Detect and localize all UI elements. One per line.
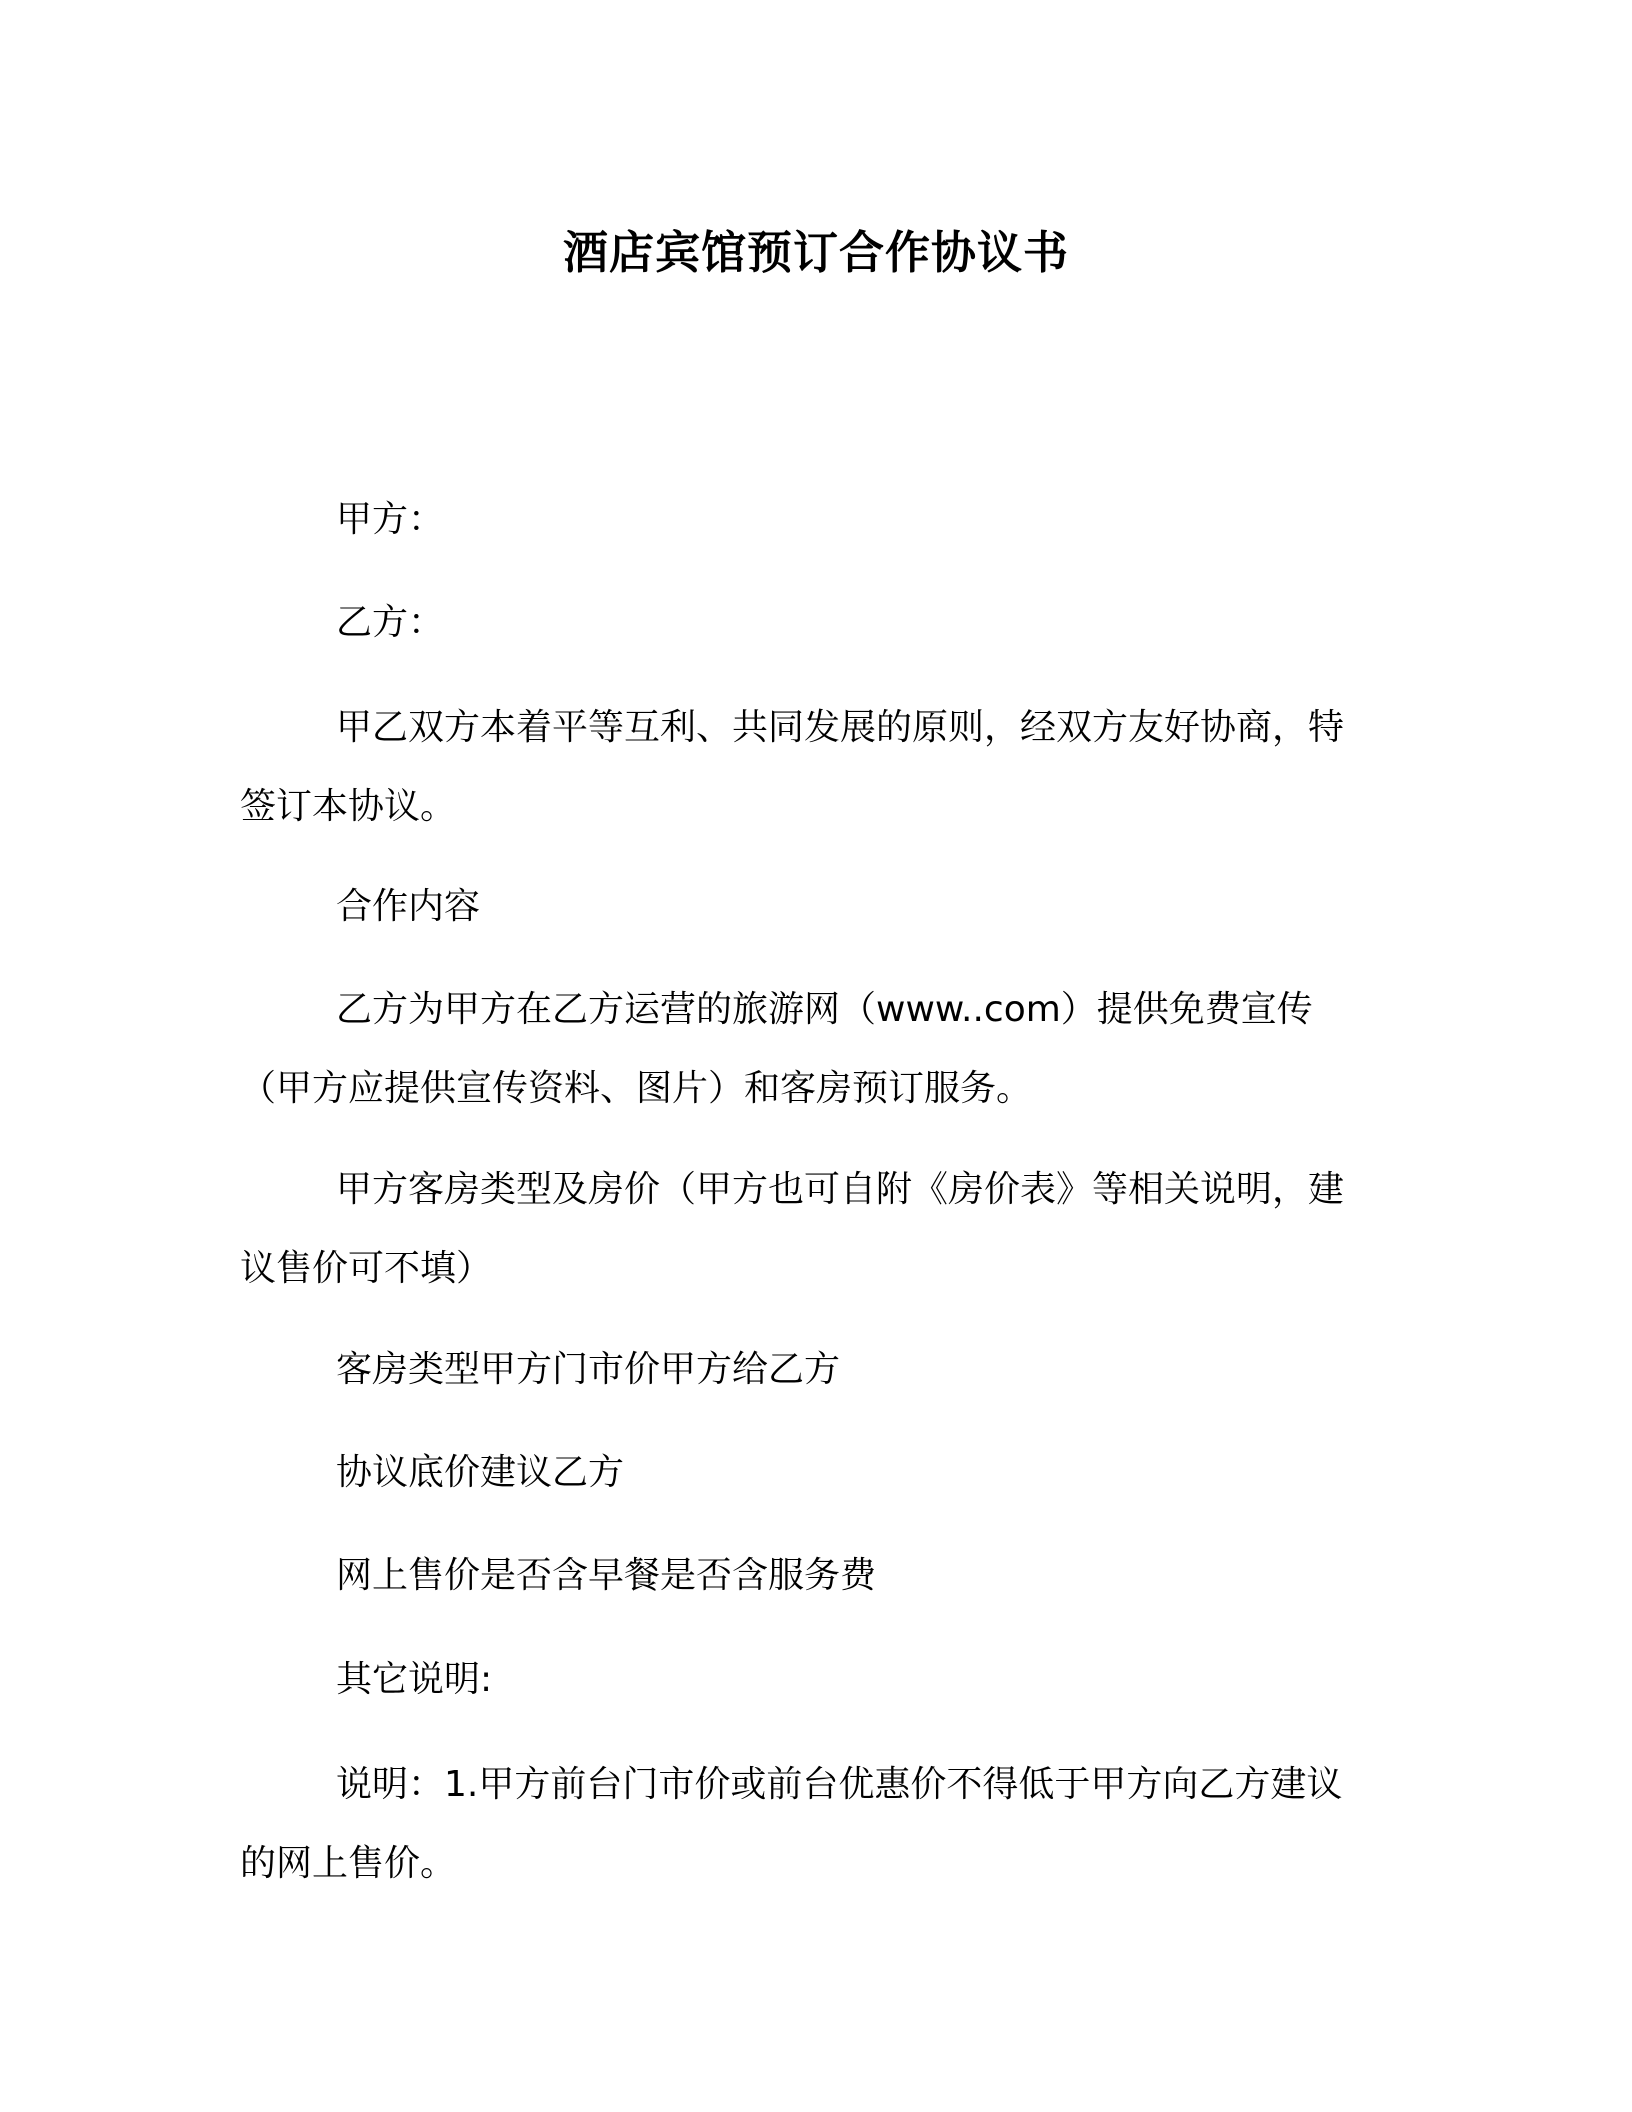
table-header-row-3 [240,1536,1392,1615]
intro-line-1: 甲乙双方本着平等互利、共同发展的原则，经双方友好协商，特 [336,707,1345,748]
room-types-line-1: 甲方客房类型及房价（甲方也可自附《房价表》等相关说明，建 [336,1169,1345,1210]
table-header-row-2 [240,1433,1392,1512]
other-notes-text: 其它说明: [336,1659,493,1700]
section-heading-text: 合作内容 [336,886,481,927]
service-paragraph [240,970,1392,1128]
table-header-row-1 [240,1330,1392,1409]
other-notes-heading [240,1640,1392,1719]
party-b-label: 乙方： [336,602,445,643]
intro-line-2: 签订本协议。 [240,786,457,827]
note-1-paragraph [240,1745,1392,1903]
section-heading [240,867,1392,946]
table-header-text-1: 客房类型甲方门市价甲方给乙方 [336,1349,841,1390]
note-1-line-2: 的网上售价。 [240,1843,457,1884]
table-header-text-3: 网上售价是否含早餐是否含服务费 [336,1555,877,1596]
table-header-text-2: 协议底价建议乙方 [336,1452,625,1493]
intro-paragraph [240,688,1392,846]
party-b-line [240,583,1392,662]
document-title: 酒店宾馆预订合作协议书 [562,226,1069,279]
party-a-label: 甲方： [336,499,445,540]
service-line-1: 乙方为甲方在乙方运营的旅游网（www..com）提供免费宣传 [336,989,1313,1030]
service-line-2: （甲方应提供宣传资料、图片）和客房预订服务。 [240,1068,1033,1109]
party-a-line [240,480,1392,559]
room-types-line-2: 议售价可不填） [240,1248,493,1289]
note-1-line-1: 说明：1.甲方前台门市价或前台优惠价不得低于甲方向乙方建议 [336,1764,1343,1805]
room-types-paragraph [240,1150,1392,1308]
